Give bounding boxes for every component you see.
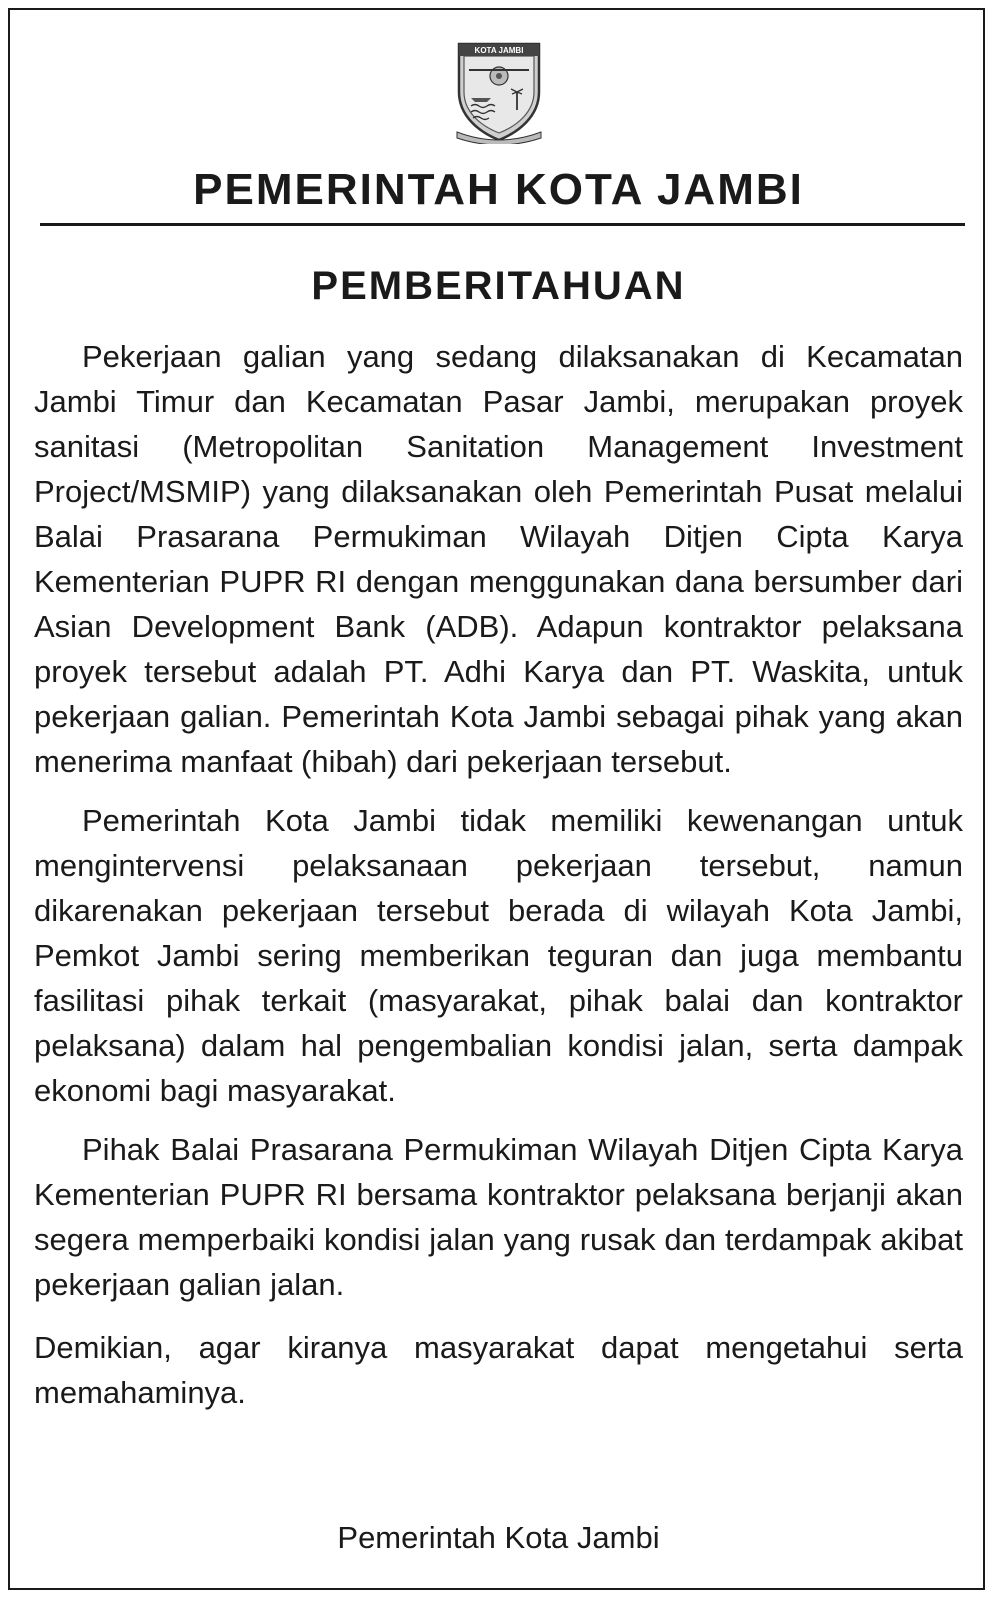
emblem-label: KOTA JAMBI [474,46,524,55]
government-title: PEMERINTAH KOTA JAMBI [193,165,804,214]
city-emblem-icon [455,40,543,144]
paragraph-3: Pihak Balai Prasarana Permukiman Wilayah Ditjen Cipta Karya Kementerian PUPR RI bersama kontraktor pelaksana berjanji akan segera memperbaiki kondisi jalan yang rusak dan terdampak akibat pekerjaan galian jalan. [34,1132,963,1302]
notice-title: PEMBERITAHUAN [311,264,686,308]
paragraph-2: Pemerintah Kota Jambi tidak memiliki kewenangan untuk mengintervensi pelaksanaan pekerjaan tersebut, namun dikarenakan pekerjaan tersebut berada di wilayah Kota Jambi, Pemkot Jambi sering memberikan teguran dan juga membantu fasilitasi pihak terkait (masyarakat, pihak balai dan kontraktor pelaksana) dalam hal pengembalian kondisi jalan, serta dampak ekonomi bagi masyarakat. [34,803,963,1108]
paragraph-1: Pekerjaan galian yang sedang dilaksanakan di Kecamatan Jambi Timur dan Kecamatan Pasar Jambi, merupakan proyek sanitasi (Metropolitan Sanitation Management Investment Project/MSMIP) yang dilaksanakan oleh Pemerintah Pusat melalui Balai Prasarana Permukiman Wilayah Ditjen Cipta Karya Kementerian PUPR RI dengan menggunakan dana bersumber dari Asian Development Bank (ADB). Adapun kontraktor pelaksana proyek tersebut adalah PT. Adhi Karya dan PT. Waskita, untuk pekerjaan galian. Pemerintah Kota Jambi sebagai pihak yang akan menerima manfaat (hibah) dari pekerjaan tersebut. [34,339,963,779]
paragraph-closing: Demikian, agar kiranya masyarakat dapat mengetahui serta memahaminya. [34,1330,963,1410]
signature: Pemerintah Kota Jambi [337,1520,660,1555]
notice-body [34,334,963,1429]
title-divider [40,223,965,226]
